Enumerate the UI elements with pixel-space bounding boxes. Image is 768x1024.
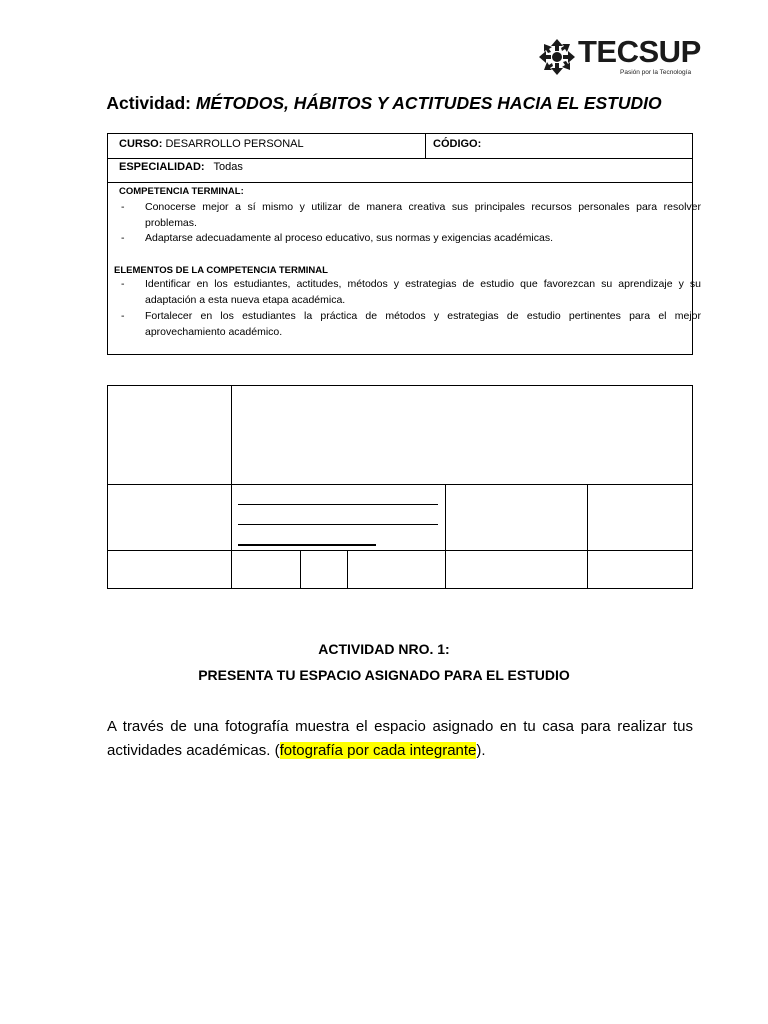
curso-label: CURSO:: [119, 138, 163, 150]
grid-line: [231, 386, 232, 588]
instructions-text: A través de una fotografía muestra el espacio asignado en tu casa para realizar tus actividades académicas. (: [107, 718, 693, 759]
grid-line: [347, 550, 348, 588]
instructions-end: ).: [476, 742, 486, 759]
especialidad-value: Todas: [213, 161, 243, 173]
tecsup-logo-icon: [538, 38, 576, 76]
course-info-box: CURSO: DESARROLLO PERSONAL CÓDIGO: ESPECIALIDAD: Todas COMPETENCIA TERMINAL: - Conocerse mejor a sí mismo y utilizar de manera creativa sus principales recursos personales para resolver problemas. - Adaptarse adecuadamente al proceso educativo, sus normas y exigencias académicas. ELEMENTOS DE LA COMPETENCIA TERMINAL - Identificar en los estudiantes, actitudes, métodos y estrategias de estudio que favorezcan su aprendizaje y su adaptación a esta nueva etapa académica. - Fortalecer en los estudiantes la práctica de métodos y estrategias de estudio pertinentes para el mejor aprovechamiento académico.: [107, 133, 693, 355]
activity-instructions: [107, 715, 693, 763]
activity-number: ACTIVIDAD NRO. 1:: [318, 641, 450, 657]
elementos-heading: ELEMENTOS DE LA COMPETENCIA TERMINAL: [114, 265, 328, 276]
page-title: [0, 93, 768, 114]
course-row: [108, 134, 692, 159]
grid-line: [108, 484, 692, 485]
grid-line: [300, 550, 301, 588]
grid-line: [445, 484, 446, 588]
especialidad-row: [108, 159, 692, 183]
signature-line[interactable]: [238, 504, 438, 505]
instructions-highlight: fotografía por cada integrante: [279, 742, 477, 759]
competencia-heading: COMPETENCIA TERMINAL:: [119, 186, 244, 197]
tecsup-logo: [538, 34, 701, 82]
signature-line[interactable]: [238, 544, 376, 546]
title-main: MÉTODOS, HÁBITOS Y ACTITUDES HACIA EL ESTUDIO: [195, 93, 662, 113]
signature-line[interactable]: [238, 524, 438, 525]
logo-brand: TECSUP: [578, 34, 701, 69]
logo-tagline: Pasión por la Tecnología: [620, 69, 692, 76]
curso-value: DESARROLLO PERSONAL: [165, 138, 304, 150]
activity-title: PRESENTA TU ESPACIO ASIGNADO PARA EL ESTUDIO: [198, 667, 570, 683]
codigo-label: CÓDIGO:: [433, 138, 482, 150]
title-prefix: Actividad:: [106, 93, 191, 113]
curso-cell: [108, 134, 426, 158]
grid-line: [587, 484, 588, 588]
student-info-grid: [107, 385, 693, 589]
especialidad-label: ESPECIALIDAD:: [119, 161, 205, 173]
grid-line: [108, 550, 692, 551]
